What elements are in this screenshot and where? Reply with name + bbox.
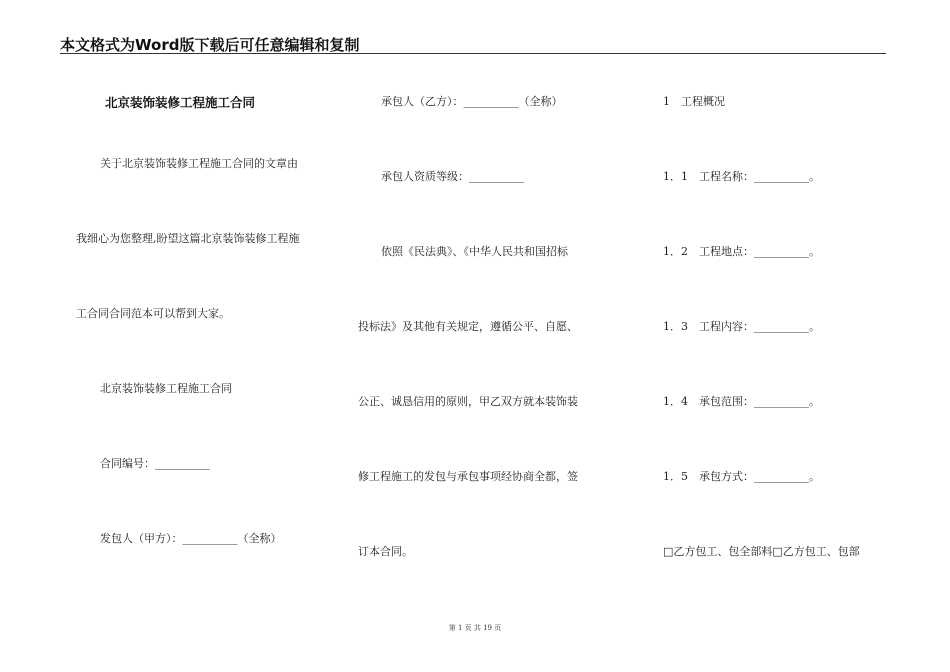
document-title: 北京装饰装修工程施工合同	[105, 95, 256, 110]
contract-method-options: □乙方包工、包全部料□乙方包工、包部	[663, 545, 860, 558]
header-title: 本文格式为Word版下载后可任意编辑和复制	[60, 36, 360, 54]
preamble-line-1: 依照《民法典》、《中华人民共和国招标	[381, 245, 568, 258]
preamble-line-2: 投标法》及其他有关规定，遵循公平、自愿、	[358, 320, 578, 333]
page-number: 第 1 页 共 19 页	[448, 624, 502, 632]
contract-number-field: 合同编号：__________	[100, 457, 210, 470]
preamble-line-4: 修工程施工的发包与承包事项经协商全都，签	[358, 470, 578, 483]
contract-heading: 北京装饰装修工程施工合同	[100, 382, 232, 395]
page-header	[60, 32, 886, 54]
preamble-line-3: 公正、诚恳信用的原则，甲乙双方就本装饰装	[358, 395, 578, 408]
intro-line-3: 工合同合同范本可以帮到大家。	[76, 307, 230, 320]
section-project-overview: 1 工程概况	[663, 95, 725, 108]
contract-method-field: 1．5 承包方式：__________。	[663, 470, 820, 483]
intro-line-1: 关于北京装饰装修工程施工合同的文章由	[100, 157, 298, 170]
intro-line-2: 我细心为您整理,盼望这篇北京装饰装修工程施	[76, 232, 300, 245]
project-location-field: 1．2 工程地点：__________。	[663, 245, 820, 258]
party-a-field: 发包人（甲方）：__________（全称）	[100, 532, 282, 545]
project-name-field: 1．1 工程名称：__________。	[663, 170, 820, 183]
party-b-field: 承包人（乙方）：__________（全称）	[381, 95, 563, 108]
preamble-line-5: 订本合同。	[358, 545, 413, 558]
party-b-qualification-field: 承包人资质等级：__________	[381, 170, 524, 183]
project-content-field: 1．3 工程内容：__________。	[663, 320, 820, 333]
contract-scope-field: 1．4 承包范围：__________。	[663, 395, 820, 408]
